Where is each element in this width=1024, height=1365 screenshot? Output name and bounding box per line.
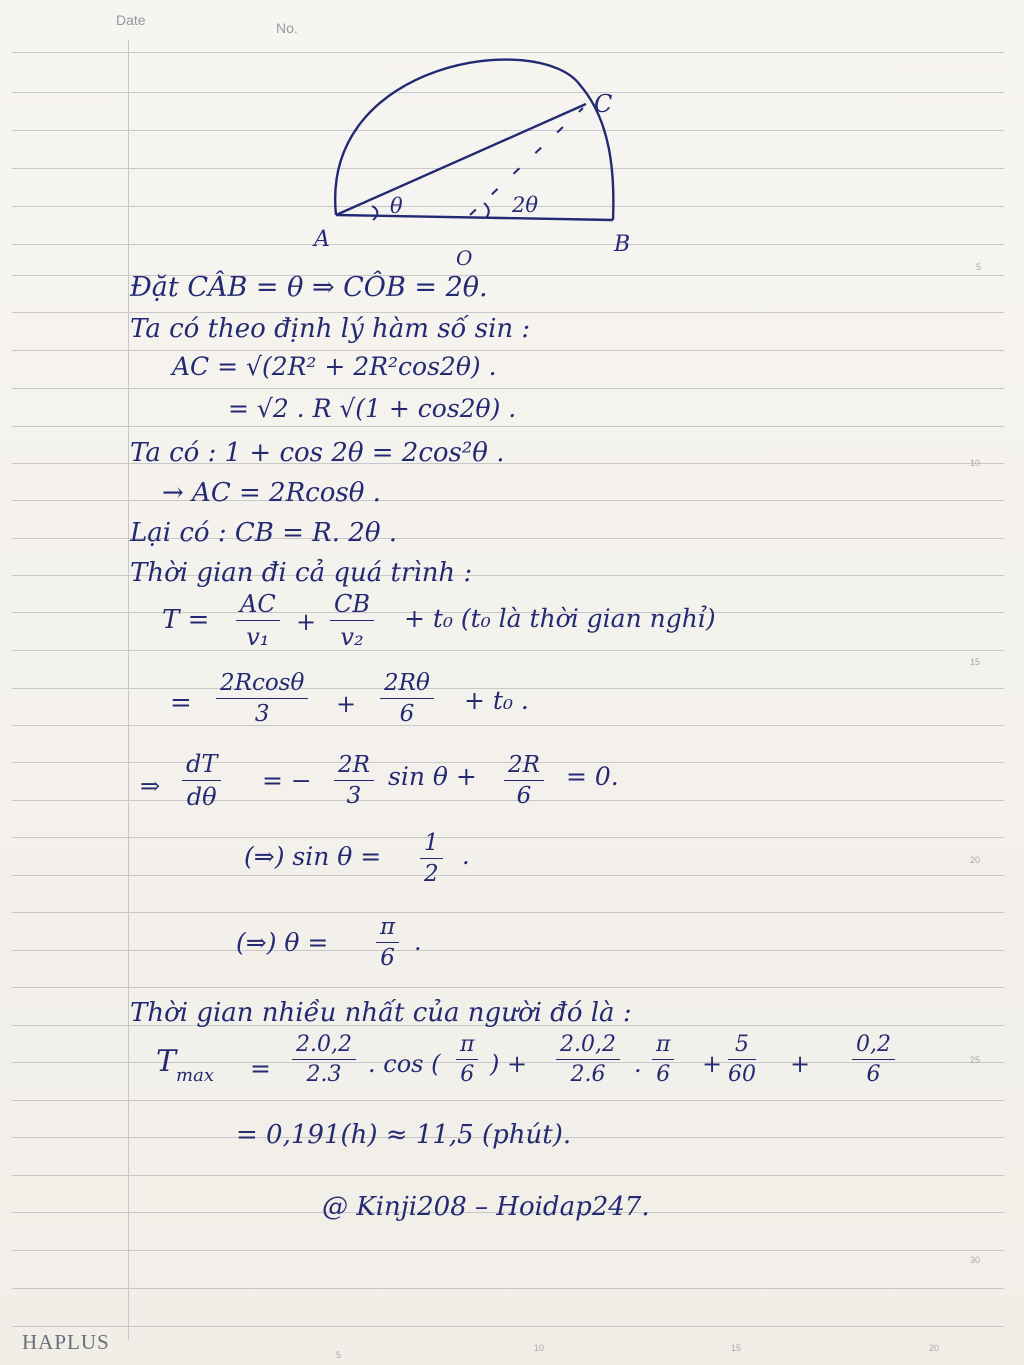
ruler-mark: 25 <box>970 1055 981 1065</box>
denominator: v₂ <box>340 623 364 651</box>
denominator: 6 <box>656 1062 671 1087</box>
fraction-cb-v2 <box>330 590 374 651</box>
fraction-2rcos-3 <box>216 670 308 727</box>
point-c: C <box>594 90 613 118</box>
point-a: A <box>314 227 330 252</box>
ruler-mark: 15 <box>970 657 981 667</box>
ruler-mark: 15 <box>731 1343 742 1353</box>
numerator: 0,2 <box>852 1032 895 1060</box>
equals-zero: = 0. <box>566 762 619 791</box>
point-b: B <box>614 232 631 257</box>
equals-minus: = − <box>262 766 312 795</box>
point-o: O <box>456 246 473 270</box>
plus-sign: + <box>702 1050 723 1078</box>
ruler-mark: 5 <box>976 262 982 272</box>
plus-sign: + <box>790 1050 811 1078</box>
denominator: 60 <box>728 1062 756 1087</box>
numerator: 2.0,2 <box>292 1032 356 1060</box>
ruler-mark: 20 <box>929 1343 940 1353</box>
semicircle-diagram <box>0 0 1024 300</box>
dot: . <box>634 1050 642 1078</box>
fraction-g3 <box>556 1032 620 1087</box>
plus-sign: + <box>296 608 317 636</box>
numerator: dT <box>182 750 221 781</box>
denominator: 6 <box>866 1062 881 1087</box>
fraction-g6 <box>852 1032 895 1087</box>
date-label: Date <box>116 12 146 28</box>
denominator: 2.3 <box>306 1062 342 1087</box>
max-subscript: max <box>176 1065 214 1086</box>
fraction-2rtheta-6 <box>380 670 434 727</box>
fraction-ac-v1 <box>236 590 280 651</box>
line-sine-rule: Ta có theo định lý hàm số sin : <box>130 314 531 344</box>
fraction-2r-6 <box>504 752 544 809</box>
angle-arc-theta <box>372 206 377 220</box>
fraction-g5 <box>728 1032 756 1087</box>
equals-sign: = <box>170 688 192 718</box>
fraction-one-half <box>420 830 443 887</box>
denominator: v₁ <box>246 623 270 651</box>
t-max-symbol <box>156 1044 214 1086</box>
number-label: No. <box>276 20 298 36</box>
t-suffix: + t₀ (t₀ là thời gian nghỉ) <box>404 604 716 633</box>
denominator: 6 <box>460 1062 475 1087</box>
cos-open: . cos ( <box>368 1050 441 1078</box>
period: . <box>414 928 422 956</box>
t-equals: T = <box>162 605 210 635</box>
fraction-pi-6 <box>376 914 399 971</box>
fraction-g4 <box>652 1032 674 1087</box>
numerator: 5 <box>728 1032 756 1060</box>
line-ac-result: → AC = 2Rcosθ . <box>162 478 381 508</box>
numerator: 2Rθ <box>380 670 434 699</box>
line-total-time: Thời gian đi cả quá trình : <box>130 558 473 588</box>
line-result: = 0,191(h) ≈ 11,5 (phút). <box>236 1120 572 1150</box>
numerator: 2R <box>334 752 374 781</box>
cos-close: ) + <box>490 1050 528 1078</box>
fraction-g2 <box>456 1032 478 1087</box>
t0-suffix: + t₀ . <box>464 686 529 715</box>
angle-arc-2theta <box>484 203 489 218</box>
denominator: 6 <box>516 783 532 809</box>
fraction-g1 <box>292 1032 356 1087</box>
denominator: 3 <box>254 701 270 727</box>
numerator: 1 <box>420 830 443 859</box>
sin-equation: (⇒) sin θ = <box>244 842 382 871</box>
denominator: 6 <box>380 945 395 971</box>
denominator: 3 <box>346 783 362 809</box>
line-ac-simplify: = √2 . R √(1 + cos2θ) . <box>228 394 517 423</box>
numerator: π <box>376 914 399 943</box>
ruler-mark: 10 <box>534 1343 545 1353</box>
line-max-time: Thời gian nhiều nhất của người đó là : <box>130 998 632 1028</box>
theta-equation: (⇒) θ = <box>236 928 329 957</box>
line-cos-identity: Ta có : 1 + cos 2θ = 2cos²θ . <box>130 438 505 468</box>
sin-theta-term: sin θ + <box>388 762 477 791</box>
angle-theta-label: θ <box>390 194 403 218</box>
implies-sign: ⇒ <box>140 772 161 800</box>
line-define-angle: Đặt CÂB = θ ⇒ CÔB = 2θ. <box>130 272 488 303</box>
numerator: AC <box>236 590 280 621</box>
denominator: 2.6 <box>570 1062 606 1087</box>
chord-ac <box>336 104 586 215</box>
brand-logo: HAPLUS <box>22 1330 110 1354</box>
numerator: CB <box>330 590 374 621</box>
ruler-mark: 30 <box>970 1255 981 1265</box>
period: . <box>462 842 470 870</box>
denominator: 6 <box>399 701 415 727</box>
line-cb: Lại có : CB = R. 2θ . <box>130 518 397 548</box>
numerator: 2R <box>504 752 544 781</box>
t-letter: T <box>156 1044 177 1079</box>
fraction-dt-dtheta <box>182 750 221 811</box>
numerator: π <box>652 1032 674 1060</box>
line-ac-formula: AC = √(2R² + 2R²cos2θ) . <box>172 352 497 381</box>
numerator: 2.0,2 <box>556 1032 620 1060</box>
plus-sign: + <box>336 690 357 718</box>
fraction-2r-3 <box>334 752 374 809</box>
angle-2theta-label: 2θ <box>512 193 539 217</box>
denominator: 2 <box>424 861 439 887</box>
denominator: dθ <box>186 783 217 811</box>
numerator: π <box>456 1032 478 1060</box>
numerator: 2Rcosθ <box>216 670 308 699</box>
ruler-mark: 10 <box>970 458 981 468</box>
ruler-mark: 5 <box>336 1350 342 1360</box>
ruler-mark: 20 <box>970 855 981 865</box>
signature: @ Kinji208 – Hoidap247. <box>322 1192 650 1222</box>
equals-sign: = <box>250 1054 271 1083</box>
